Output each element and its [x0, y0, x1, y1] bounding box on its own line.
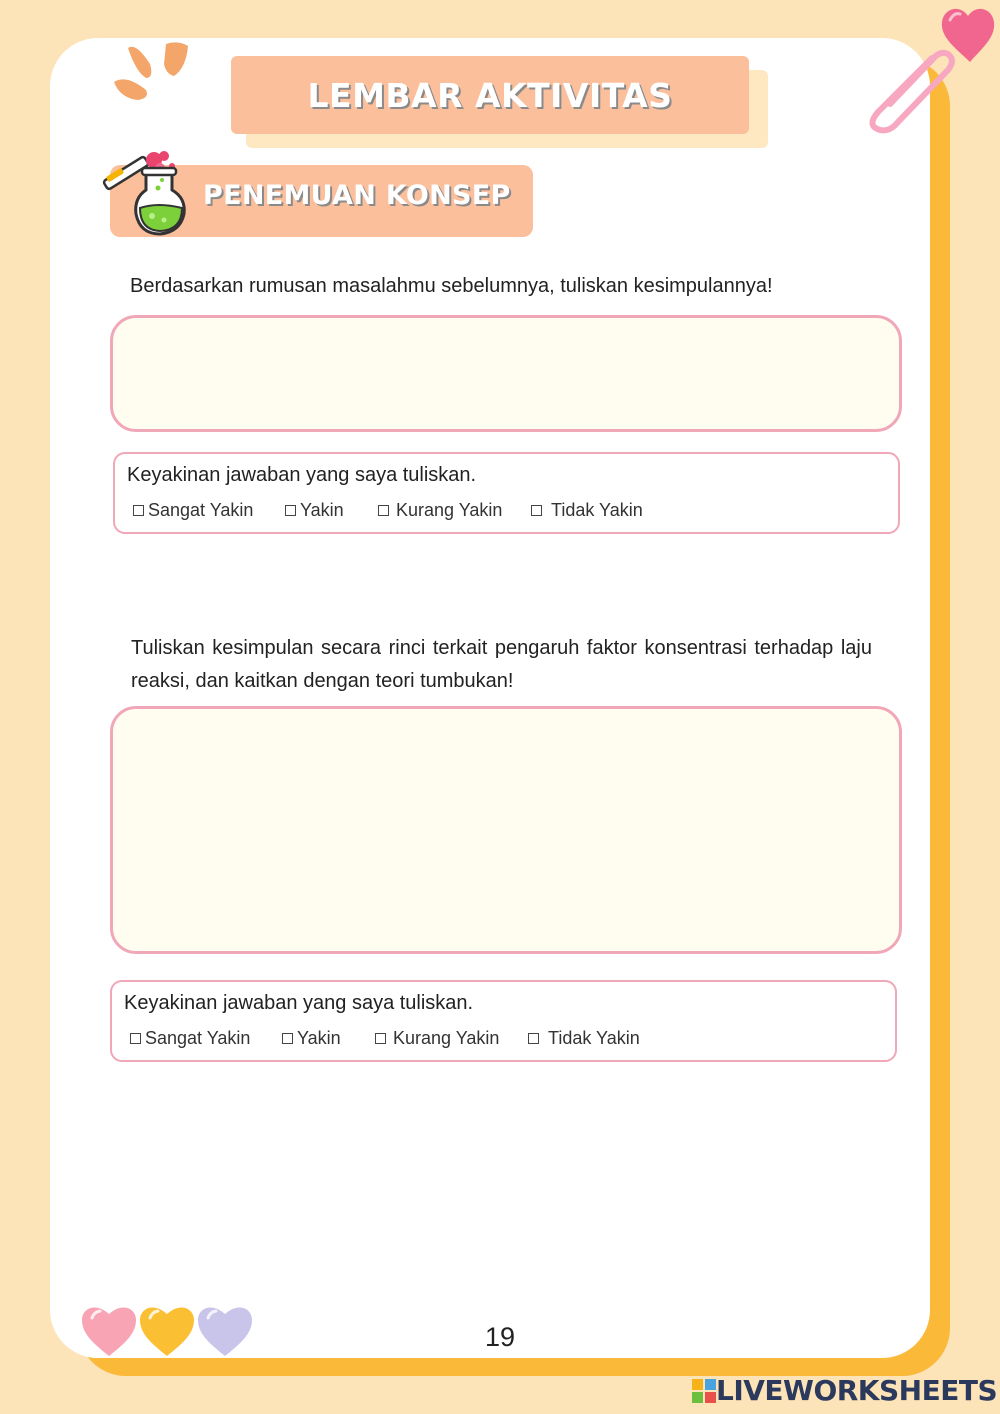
- flask-icon: [98, 146, 194, 242]
- checkbox[interactable]: [282, 1033, 293, 1044]
- confidence-2-label: Keyakinan jawaban yang saya tuliskan.: [124, 992, 474, 1014]
- option-label: Sangat Yakin: [148, 500, 254, 520]
- confidence-2-option-tidak-yakin[interactable]: [528, 1028, 640, 1049]
- footer-brand: LIVEWORKSHEETS: [716, 1374, 998, 1407]
- confidence-1-label: Keyakinan jawaban yang saya tuliskan.: [127, 464, 477, 486]
- answer-1-textarea[interactable]: [110, 315, 902, 432]
- confidence-2-option-kurang-yakin[interactable]: [375, 1028, 499, 1049]
- checkbox[interactable]: [375, 1033, 386, 1044]
- liveworksheets-logo-icon: [692, 1379, 716, 1403]
- confidence-2-box: [110, 980, 897, 1062]
- option-label: Yakin: [300, 500, 344, 520]
- confidence-1-option-sangat-yakin[interactable]: [133, 500, 253, 521]
- liveworksheets-logo[interactable]: [692, 1374, 997, 1407]
- confidence-1-option-kurang-yakin[interactable]: [378, 500, 502, 521]
- option-label: Yakin: [297, 1028, 341, 1048]
- option-label: Kurang Yakin: [393, 1028, 500, 1048]
- checkbox[interactable]: [130, 1033, 141, 1044]
- page-number: 19: [484, 1322, 516, 1352]
- page-title: LEMBAR AKTIVITAS: [307, 75, 673, 115]
- confidence-1-option-tidak-yakin[interactable]: [531, 500, 643, 521]
- paperclip-heart-icon: [862, 0, 1000, 135]
- question-2-prompt: Tuliskan kesimpulan secara rinci terkait pengaruh faktor konsentrasi terhadap laju reaksi, dan kaitkan dengan teori tumbukan!: [131, 637, 872, 692]
- option-label: Kurang Yakin: [396, 500, 503, 520]
- confidence-1-option-yakin[interactable]: [285, 500, 344, 521]
- option-label: Sangat Yakin: [145, 1028, 251, 1048]
- confidence-2-option-sangat-yakin[interactable]: [130, 1028, 250, 1049]
- title-banner: [231, 56, 749, 134]
- sparkle-rays-icon: [108, 38, 198, 104]
- option-label: Tidak Yakin: [548, 1028, 640, 1048]
- option-label: Tidak Yakin: [551, 500, 643, 520]
- confidence-2-option-yakin[interactable]: [282, 1028, 341, 1049]
- checkbox[interactable]: [531, 505, 542, 516]
- checkbox[interactable]: [378, 505, 389, 516]
- checkbox[interactable]: [285, 505, 296, 516]
- checkbox[interactable]: [133, 505, 144, 516]
- answer-2-textarea[interactable]: [110, 706, 902, 954]
- section-title: PENEMUAN KONSEP: [203, 180, 511, 211]
- question-1-prompt: Berdasarkan rumusan masalahmu sebelumnya, tuliskan kesimpulannya!: [130, 275, 773, 297]
- hearts-decoration-icon: [80, 1302, 256, 1358]
- confidence-1-box: [113, 452, 900, 534]
- checkbox[interactable]: [528, 1033, 539, 1044]
